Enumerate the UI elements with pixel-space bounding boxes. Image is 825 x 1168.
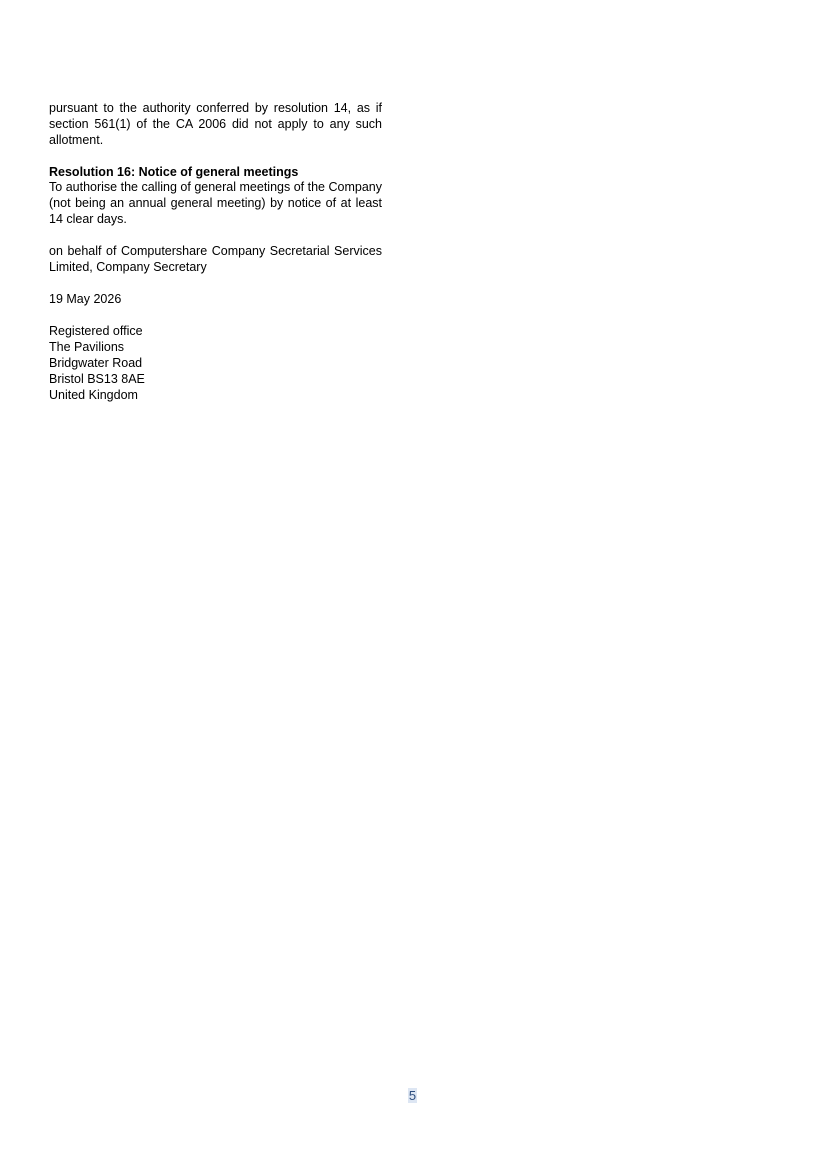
signature-line: on behalf of Computershare Company Secretarial Services Limited, Company Secretary <box>49 244 382 274</box>
page-number <box>0 1088 825 1103</box>
registered-office-block <box>49 323 382 403</box>
page-number-text: 5 <box>408 1088 417 1103</box>
document-date: 19 May 2026 <box>49 292 122 306</box>
address-line: United Kingdom <box>49 388 138 402</box>
resolution-16-text: To authorise the calling of general meetings of the Company (not being an annual general meeting) by notice of at least 14 clear days. <box>49 180 382 226</box>
address-line: Bristol BS13 8AE <box>49 372 145 386</box>
document-body <box>49 100 382 403</box>
address-line: Bridgwater Road <box>49 356 143 370</box>
resolution-16-heading: Resolution 16: Notice of general meetings <box>49 165 299 179</box>
allotment-paragraph: pursuant to the authority conferred by resolution 14, as if section 561(1) of the CA 2006 did not apply to any such allotment. <box>49 101 382 147</box>
address-line: The Pavilions <box>49 340 125 354</box>
registered-office-label: Registered office <box>49 324 143 338</box>
